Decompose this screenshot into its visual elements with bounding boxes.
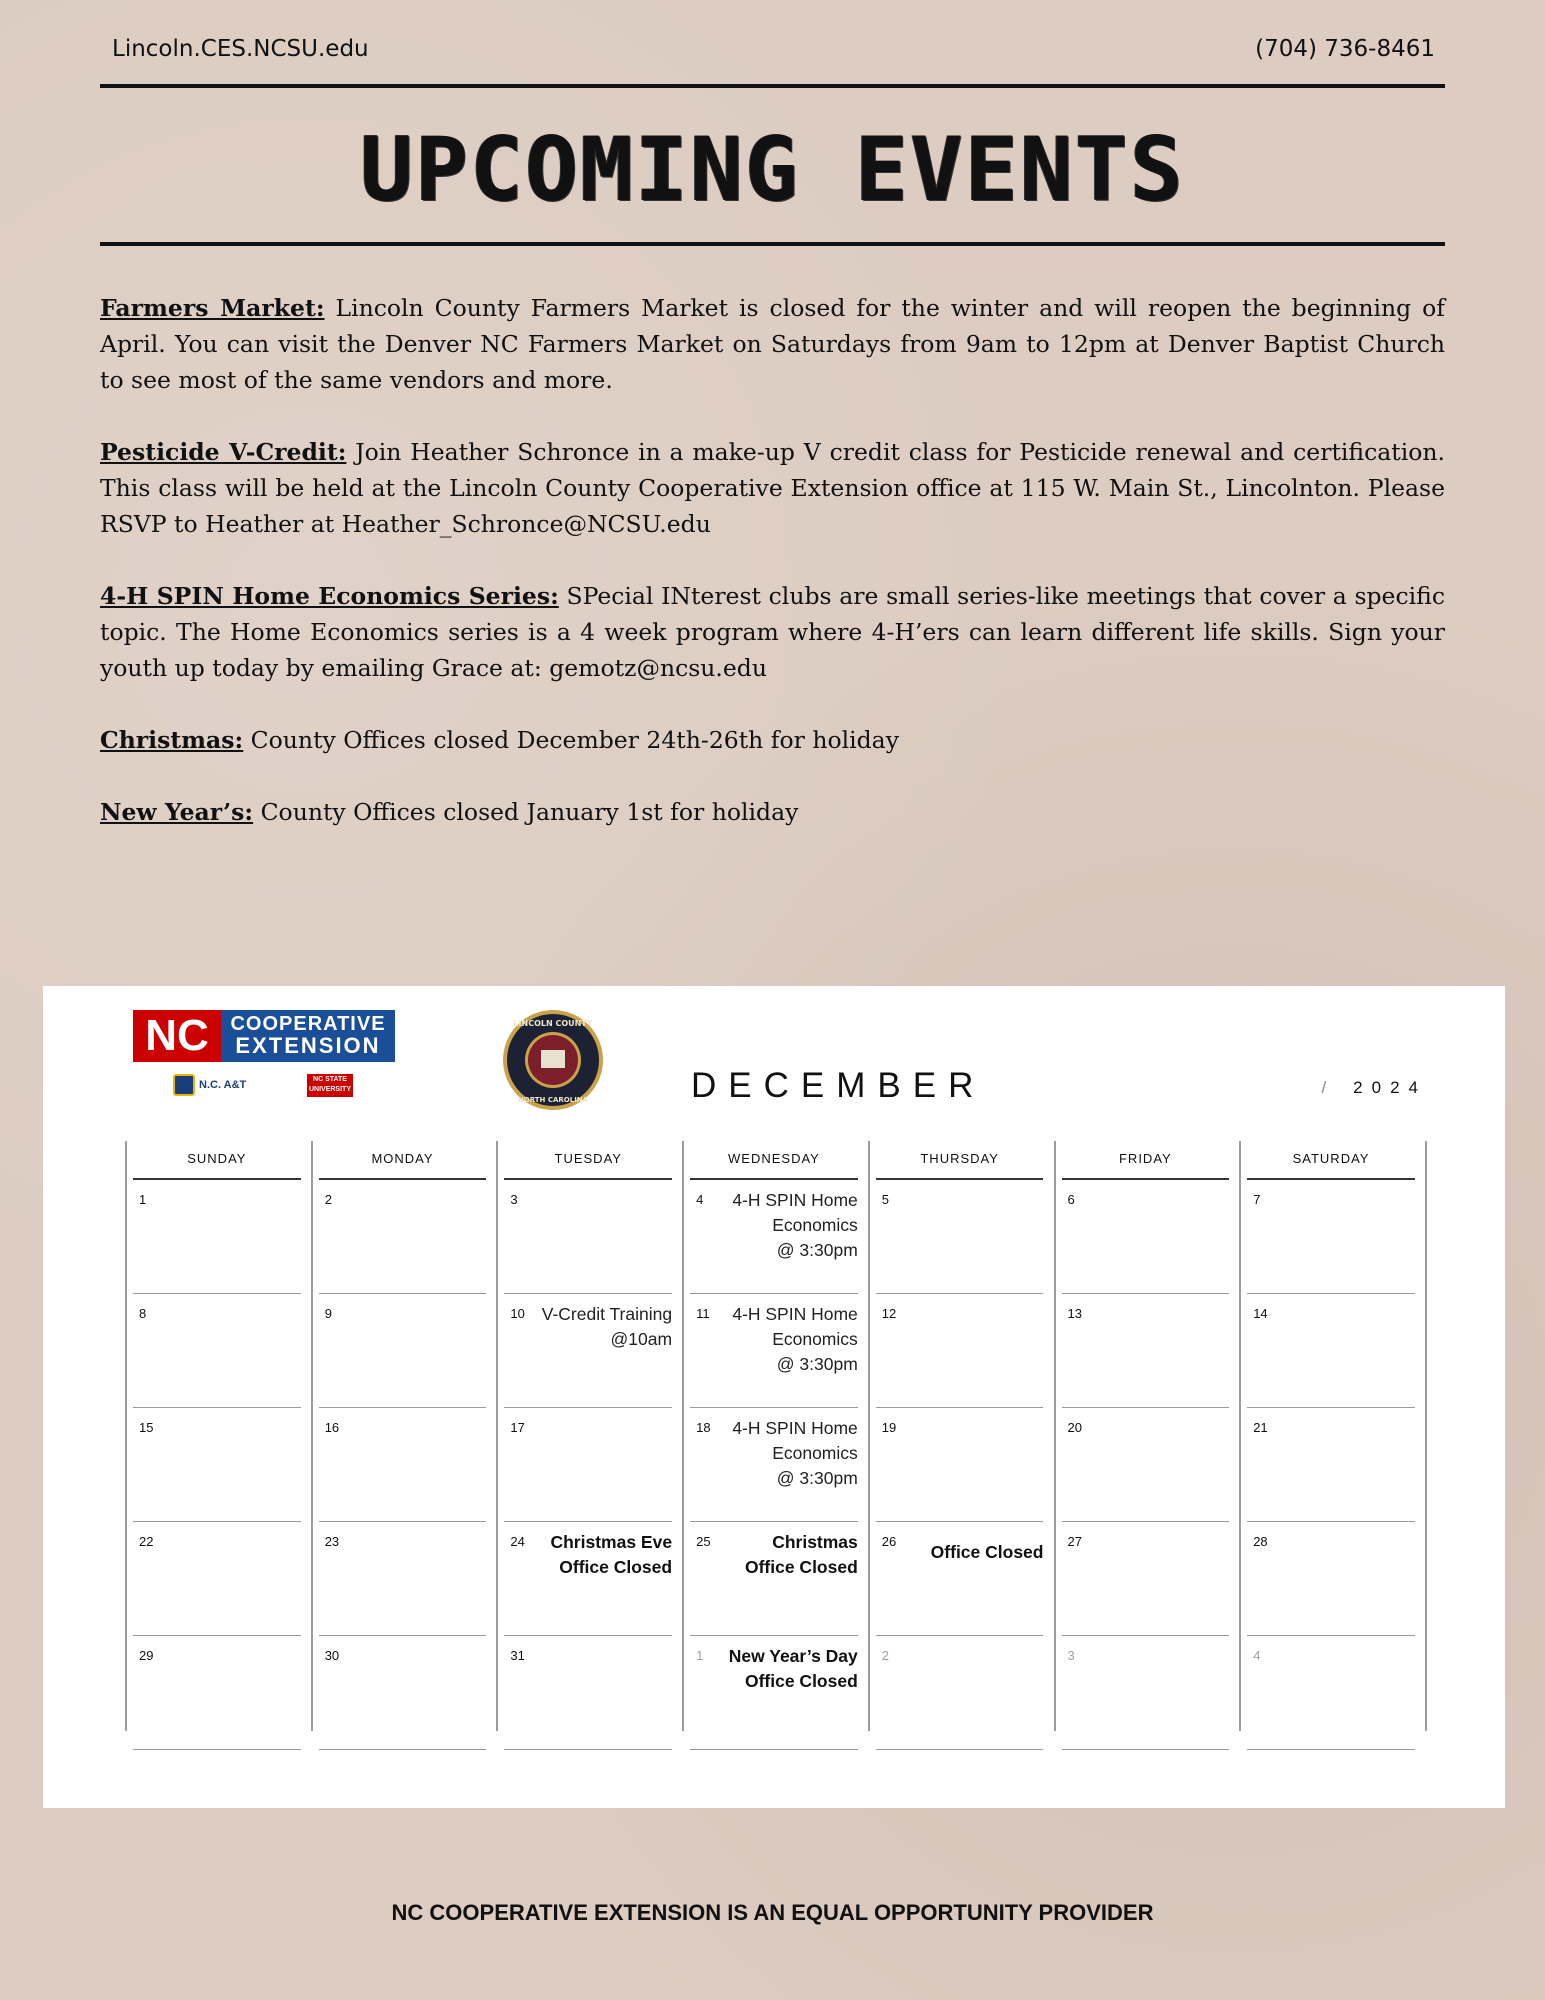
calendar-day-cell[interactable] [1247,1522,1415,1636]
event-line: 4-H SPIN Home [732,1190,858,1210]
event-line: V-Credit Training [541,1304,673,1324]
calendar-day-cell[interactable] [319,1180,487,1294]
day-number: 25 [696,1534,711,1549]
calendar-day-cell[interactable] [1247,1180,1415,1294]
calendar-year-wrap [1321,1078,1427,1098]
event-farmers-market [100,290,1445,398]
calendar-event [732,1416,857,1491]
event-line: 4-H SPIN Home [732,1304,858,1324]
day-number: 31 [510,1648,525,1663]
calendar-day-cell[interactable] [1062,1636,1230,1750]
calendar-event [745,1530,858,1580]
nc-at-label: N.C. A&T [199,1078,247,1091]
calendar-day-cell[interactable] [876,1408,1044,1522]
calendar-day-cell[interactable] [690,1180,858,1294]
column-divider [311,1141,313,1731]
day-number: 29 [139,1648,154,1663]
day-number: 23 [324,1534,340,1549]
column-divider [1425,1141,1427,1731]
calendar-day-cell[interactable] [319,1636,487,1750]
day-number: 3 [510,1192,518,1207]
nc-logo-words [221,1010,395,1062]
day-number: 26 [881,1534,897,1549]
event-label: Pesticide V-Credit: [100,438,347,466]
calendar-month: DECEMBER [691,1066,986,1105]
calendar-day-cell[interactable] [1062,1408,1230,1522]
events-list [100,290,1445,866]
day-number: 4 [696,1192,704,1207]
event-line: Office Closed [744,1557,858,1577]
day-number: 12 [881,1306,897,1321]
cell-rule [319,1749,487,1750]
event-label: 4-H SPIN Home Economics Series: [100,582,559,610]
event-line: New Year’s Day [728,1646,858,1666]
day-header-tuesday: TUESDAY [554,1151,622,1166]
event-line: Economics [772,1215,858,1235]
page-title: UPCOMING EVENTS [360,118,1185,221]
event-line: Christmas Eve [550,1532,673,1552]
calendar-day-cell[interactable] [690,1522,858,1636]
seal-bottom-text: NORTH CAROLINA [517,1096,589,1104]
day-number: 3 [1067,1648,1075,1663]
event-text: County Offices closed January 1st for holiday [260,798,799,826]
nc-at-logo [173,1074,246,1096]
cell-rule [1062,1749,1230,1750]
day-number: 16 [324,1420,340,1435]
cell-rule [504,1749,672,1750]
calendar-day-cell[interactable] [1062,1294,1230,1408]
event-line: Office Closed [559,1557,673,1577]
top-bar [100,34,1445,88]
day-number: 13 [1067,1306,1082,1321]
event-line: Economics [772,1329,858,1349]
day-number: 10 [510,1306,525,1321]
calendar-event [542,1302,672,1352]
day-header-wednesday: WEDNESDAY [728,1151,820,1166]
day-number: 11 [696,1306,710,1321]
event-new-years [100,794,1445,830]
event-line: Office Closed [930,1542,1044,1562]
calendar-day-cell[interactable] [876,1180,1044,1294]
day-number: 1 [696,1648,704,1663]
column-divider [682,1141,684,1731]
calendar-year: 2024 [1353,1078,1427,1097]
calendar-day-cell[interactable] [133,1294,301,1408]
calendar-day-cell[interactable] [319,1294,487,1408]
phone-number: (704) 736-8461 [1255,36,1435,62]
calendar-day-cell[interactable] [133,1522,301,1636]
event-line: Christmas [772,1532,858,1552]
title-banner [100,100,1445,246]
day-number: 22 [139,1534,154,1549]
event-line: @ 3:30pm [776,1240,858,1260]
day-number: 27 [1067,1534,1082,1549]
event-line: @ 3:30pm [776,1354,858,1374]
event-line: Economics [772,1443,858,1463]
calendar-day-cell[interactable] [690,1294,858,1408]
calendar-grid [125,1141,1425,1731]
footer-statement: NC COOPERATIVE EXTENSION IS AN EQUAL OPPORTUNITY PROVIDER [391,1900,1154,1925]
website-link[interactable]: Lincoln.CES.NCSU.edu [112,36,369,62]
calendar-day-cell[interactable] [504,1408,672,1522]
day-number: 30 [324,1648,340,1663]
calendar-event [931,1540,1044,1565]
event-christmas [100,722,1445,758]
calendar-day-cell[interactable] [133,1636,301,1750]
nc-state-logo [307,1074,353,1097]
day-number: 2 [881,1648,890,1663]
day-number: 4 [1253,1648,1261,1663]
aggie-icon [173,1074,195,1096]
calendar-day-cell[interactable] [504,1294,672,1408]
day-header-sunday: SUNDAY [187,1151,247,1166]
event-text: Join Heather Schronce in a make-up V credit class for Pesticide renewal and certification. This class will be held at the Lincoln County Cooperative Extension office at 115 W. Main St., Lincolnton. Please RSVP to Heather at Heather_Schronce@NCSU.edu [100,438,1445,538]
day-number: 18 [696,1420,711,1435]
day-number: 21 [1253,1420,1268,1435]
calendar-day-cell[interactable] [1247,1636,1415,1750]
calendar-event [732,1302,857,1377]
nc-state-line1: NC STATE [313,1076,347,1083]
year-slash: / [1321,1078,1336,1097]
cell-rule [690,1749,858,1750]
calendar-day-cell[interactable] [133,1408,301,1522]
day-number: 5 [881,1192,890,1207]
day-number: 14 [1253,1306,1268,1321]
calendar-day-cell[interactable] [133,1180,301,1294]
calendar-day-cell[interactable] [504,1636,672,1750]
nc-extension-logo [133,1010,395,1062]
nc-state-line2: UNIVERSITY [308,1086,351,1093]
day-number: 28 [1253,1534,1268,1549]
calendar-day-cell[interactable] [1247,1408,1415,1522]
event-label: Farmers Market: [100,294,325,322]
day-number: 17 [510,1420,525,1435]
cell-rule [876,1749,1044,1750]
calendar-day-cell[interactable] [876,1636,1044,1750]
cell-rule [133,1749,301,1750]
calendar-day-cell[interactable] [319,1408,487,1522]
calendar-day-cell[interactable] [504,1522,672,1636]
day-number: 24 [510,1534,525,1549]
calendar-event [732,1188,857,1263]
nc-logo-line1: COOPERATIVE [230,1013,386,1035]
calendar-event [550,1530,672,1580]
day-number: 15 [139,1420,154,1435]
calendar-day-cell[interactable] [319,1522,487,1636]
calendar-day-cell[interactable] [1062,1180,1230,1294]
cell-rule [1247,1749,1415,1750]
event-text: Lincoln County Farmers Market is closed for the winter and will reopen the beginning of April. You can visit the Denver NC Farmers Market on Saturdays from 9am to 12pm at Denver Baptist Church to see most of the same vendors and more. [100,294,1445,394]
event-line: 4-H SPIN Home [732,1418,858,1438]
nc-logo-line2: EXTENSION [235,1033,381,1058]
lincoln-county-seal-icon [501,1008,605,1112]
day-header-thursday: THURSDAY [920,1151,999,1166]
calendar-day-cell[interactable] [690,1636,858,1750]
calendar-day-cell[interactable] [690,1408,858,1522]
day-number: 19 [881,1420,897,1435]
day-number: 7 [1253,1192,1261,1207]
day-number: 9 [324,1306,332,1321]
calendar-day-cell[interactable] [1062,1522,1230,1636]
day-number: 2 [324,1192,332,1207]
calendar-day-cell[interactable] [1247,1294,1415,1408]
day-header-friday: FRIDAY [1118,1151,1172,1166]
seal-top-text: LINCOLN COUNTY [513,1019,593,1028]
event-label: New Year’s: [100,798,254,826]
event-pesticide-credit [100,434,1445,542]
event-text: SPecial INterest clubs are small series-like meetings that cover a specific topic. The Home Economics series is a 4 week program where 4-H’ers can learn different life skills. Sign your youth up today by emailing Grace at: gemotz@ncsu.edu [100,582,1445,682]
event-line: @10am [610,1329,673,1349]
column-divider [496,1141,498,1731]
event-line: Office Closed [744,1671,858,1691]
event-text: County Offices closed December 24th-26th for holiday [250,726,899,754]
day-number: 8 [139,1306,147,1321]
calendar-day-cell[interactable] [876,1522,1044,1636]
column-divider [1239,1141,1241,1731]
event-line: @ 3:30pm [776,1468,858,1488]
column-divider [1054,1141,1056,1731]
event-label: Christmas: [100,726,244,754]
day-number: 1 [139,1192,147,1207]
event-4h-spin [100,578,1445,686]
day-number: 6 [1067,1192,1075,1207]
calendar-day-cell[interactable] [876,1294,1044,1408]
nc-logo-mark: NC [133,1010,221,1062]
day-header-monday: MONDAY [371,1151,434,1166]
column-divider [125,1141,127,1731]
column-divider [868,1141,870,1731]
calendar-card [43,986,1505,1808]
calendar-event [729,1644,858,1694]
day-header-saturday: SATURDAY [1292,1151,1370,1166]
day-number: 20 [1067,1420,1082,1435]
calendar-day-cell[interactable] [504,1180,672,1294]
